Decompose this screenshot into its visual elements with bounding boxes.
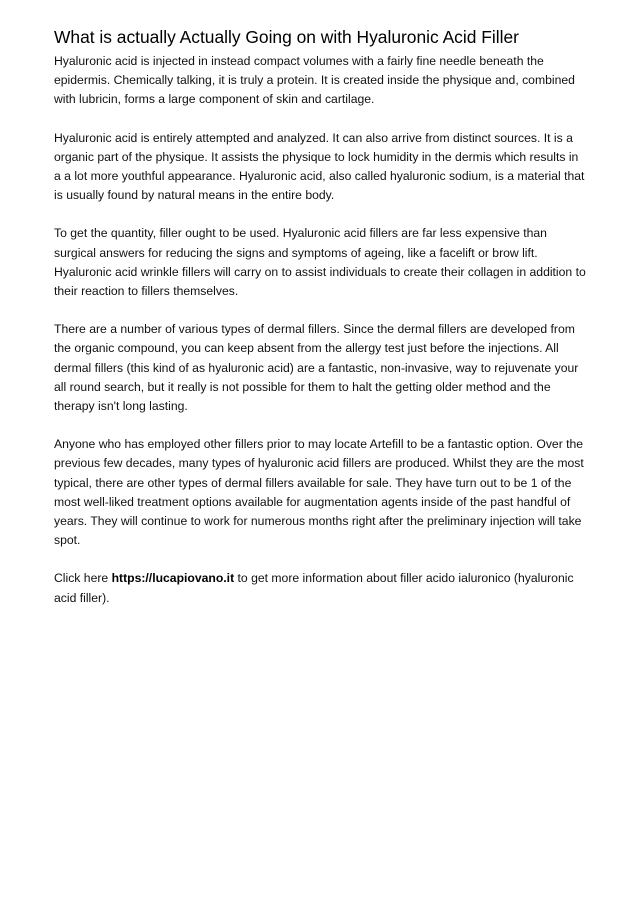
paragraph-3: To get the quantity, filler ought to be used. Hyaluronic acid fillers are far less expensive than surgical answers for reducing the signs and symptoms of ageing, like a facelift or brow lift. Hyaluronic acid wrinkle fillers will carry on to assist individuals to create their collagen in addition to their reaction to fillers themselves. [54,226,586,299]
paragraph-5: Anyone who has employed other fillers prior to may locate Artefill to be a fantastic option. Over the previous few decades, many types of hyaluronic acid fillers are produced. Whilst they are the most typical, there are other types of dermal fillers available for sale. They have turn out to be 1 of the most well-liked treatment options available for augmentation agents inside of the past handful of years. They will continue to work for numerous months right after the preliminary injection will take spot. [54,437,584,548]
document-page [54,26,588,608]
closing-paragraph [54,569,588,607]
paragraph-4: There are a number of various types of dermal fillers. Since the dermal fillers are developed from the organic compound, you can keep absent from the allergy test just before the injections. All dermal fillers (this kind of as hyaluronic acid) are a fantastic, non-invasive, way to rejuvenate your all round search, but it really is not possible for them to halt the getting older method and the therapy isn't long lasting. [54,322,579,414]
source-link[interactable]: https://lucapiovano.it [111,571,235,586]
paragraph-2: Hyaluronic acid is entirely attempted and analyzed. It can also arrive from distinct sources. It is a organic part of the physique. It assists the physique to lock humidity in the dermis which results in a a lot more youthful appearance. Hyaluronic acid, also called hyaluronic sodium, is a material that is usually found by natural means in the entire body. [54,130,585,203]
page-title: What is actually Actually Going on with Hyaluronic Acid Filler [54,27,519,47]
closing-prefix: Click here [54,571,112,586]
closing-suffix: to get more information about filler acido ialuronico (hyaluronic acid filler). [54,571,574,605]
paragraph-1: Hyaluronic acid is injected in instead compact volumes with a fairly fine needle beneath the epidermis. Chemically talking, it is truly a protein. It is created inside the physique and, combined with lubricin, forms a large component of skin and cartilage. [54,54,575,107]
